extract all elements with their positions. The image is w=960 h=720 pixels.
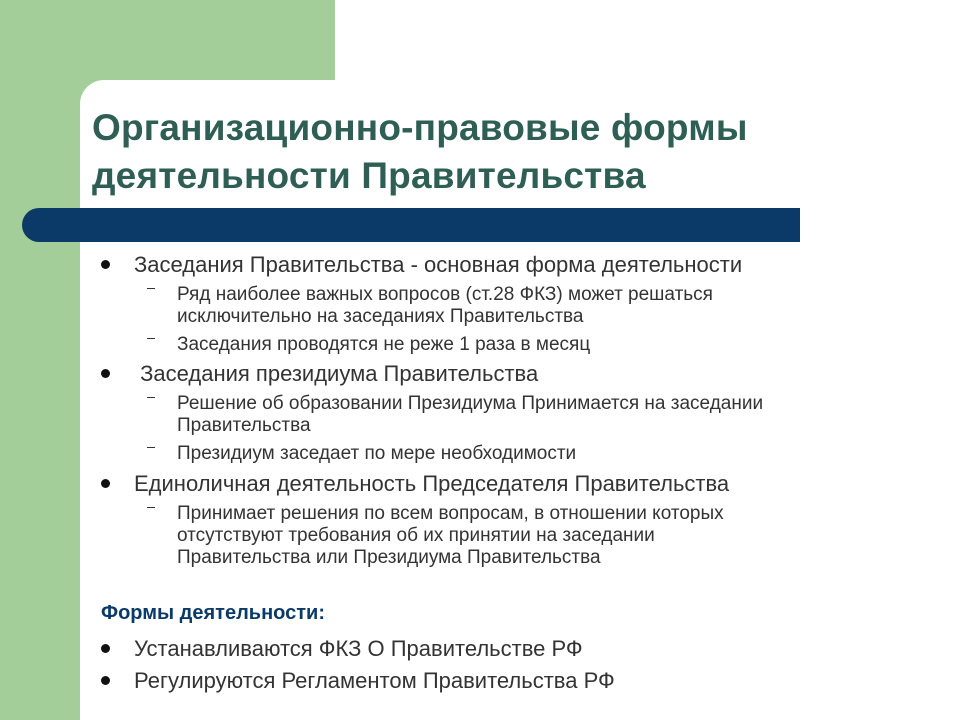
dash-marker <box>147 338 155 339</box>
bullet-dot <box>101 260 110 269</box>
title-line-2: деятельности Правительства <box>92 155 646 196</box>
sub-item-line: Решение об образовании Президиума Принимается на заседании <box>177 393 764 414</box>
bullet-item-established: Устанавливаются ФКЗ О Правительстве РФ <box>134 636 583 661</box>
sub-item-line: Принимает решения по всем вопросам, в отношении которых <box>177 503 724 524</box>
bullet-item-sessions: Заседания Правительства - основная форма деятельности <box>134 252 743 277</box>
dash-marker <box>147 397 155 398</box>
bullet-item-regulated: Регулируются Регламентом Правительства РФ <box>134 668 615 693</box>
dash-marker <box>147 507 155 508</box>
dash-marker <box>147 288 155 289</box>
title-line-1: Организационно-правовые формы <box>92 107 748 148</box>
bullet-dot <box>101 369 110 378</box>
sub-item-line: Правительства или Президиума Правительства <box>177 547 601 568</box>
sub-item-line: отсутствуют требования об их принятии на заседании <box>177 525 655 546</box>
sub-item-line: Президиум заседает по мере необходимости <box>177 443 577 464</box>
sub-item-line: Заседания проводятся не реже 1 раза в месяц <box>177 334 591 355</box>
dash-marker <box>147 447 155 448</box>
bullet-item-chairman: Единоличная деятельность Председателя Правительства <box>134 471 730 496</box>
bullet-dot <box>101 479 110 488</box>
sub-item-line: исключительно на заседаниях Правительства <box>177 306 584 327</box>
bullet-dot <box>101 676 110 685</box>
bullet-item-presidium: Заседания президиума Правительства <box>134 361 539 386</box>
sub-item-line: Ряд наиболее важных вопросов (ст.28 ФКЗ) может решаться <box>177 284 713 305</box>
forms-heading: Формы деятельности: <box>101 602 325 624</box>
bullet-dot <box>101 644 110 653</box>
sub-item-line: Правительства <box>177 415 311 436</box>
